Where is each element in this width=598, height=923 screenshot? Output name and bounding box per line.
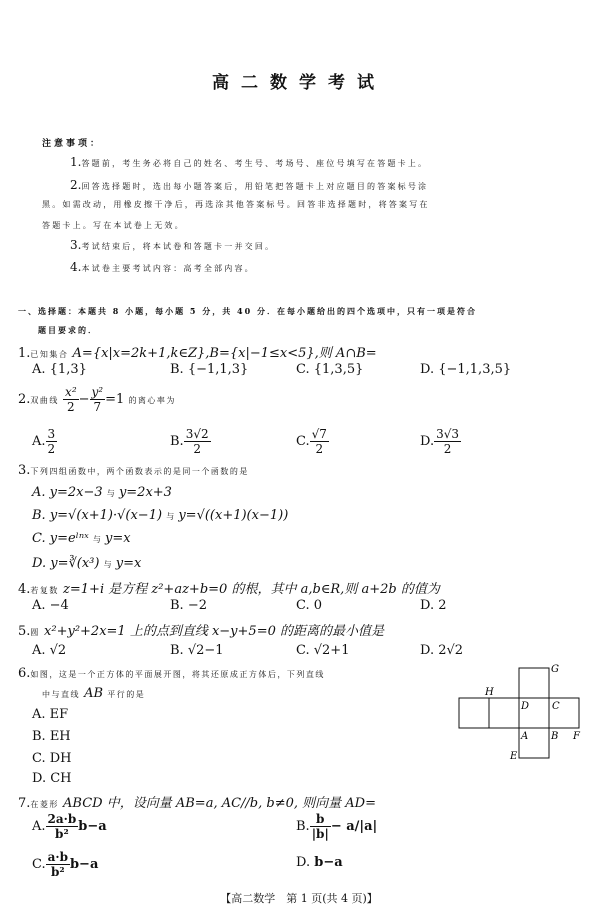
notice-item-3: 3.考试结束后，将本试卷和答题卡一并交回。	[70, 238, 276, 252]
question-6-cont: 中与直线 AB 平行的是	[42, 686, 146, 701]
q5-option-d: D. 2√2	[420, 643, 464, 658]
label-a: A	[521, 731, 529, 742]
section-heading: 一、选择题：本题共 8 小题，每小题 5 分，共 40 分．在每小题给出的四个选项中，只有一项是符合	[18, 306, 477, 316]
question-1: 1.已知集合 A={x|x=2k+1,k∈Z},B={x|−1≤x<5},则 A∩B=	[18, 346, 377, 361]
q2-option-b: B. $\frac{3√2}{2}$	[170, 427, 209, 456]
question-6: 6.如图，这是一个正方体的平面展开图，将其还原成正方体后，下列直线	[18, 666, 325, 681]
label-h: H	[485, 687, 494, 698]
q1-option-c: C. {1,3,5}	[296, 362, 364, 377]
q1-option-a: A. {1,3}	[32, 362, 87, 377]
q3-option-c: C. y=eˡⁿˣ 与 y=x	[32, 531, 131, 546]
q2-option-c: C. $\frac{√7}{2}$	[296, 427, 327, 456]
question-7: 7.在菱形 ABCD 中，设向量 AB=a, AC//b, b≠0, 则向量 AD=	[18, 796, 376, 811]
q6-option-c: C. DH	[32, 751, 72, 766]
q7-option-d: D. b−a	[296, 855, 343, 870]
q4-option-a: A. −4	[32, 598, 69, 613]
q2-option-a: A. $\frac{3}{2}$	[32, 427, 56, 456]
q1-option-d: D. {−1,1,3,5}	[420, 362, 512, 377]
label-c: C	[552, 701, 560, 712]
q6-option-d: D. CH	[32, 771, 72, 786]
label-g: G	[551, 664, 559, 675]
notice-item-1: 1.答题前，考生务必将自己的姓名、考生号、考场号、座位号填写在答题卡上。	[70, 155, 429, 169]
label-f: F	[573, 731, 580, 742]
q3-option-d: D. y=∛(x³) 与 y=x	[32, 556, 142, 571]
label-e: E	[510, 751, 518, 762]
exam-title: 高二数学考试	[212, 73, 386, 93]
section-heading-cont: 题目要求的．	[38, 325, 98, 335]
q6-option-b: B. EH	[32, 729, 71, 744]
q4-option-b: B. −2	[170, 598, 207, 613]
question-5: 5.圆 x²+y²+2x=1 上的点到直线 x−y+5=0 的距离的最小值是	[18, 624, 384, 639]
notice-item-4: 4.本试卷主要考试内容：高考全部内容。	[70, 260, 255, 274]
q3-option-a: A. y=2x−3 与 y=2x+3	[32, 485, 172, 500]
cube-net-figure	[455, 660, 590, 762]
question-4: 4.若复数 z=1+i 是方程 z²+az+b=0 的根，其中 a,b∈R,则 a+2b 的值为	[18, 582, 440, 597]
q7-option-b: B. $\frac{b}{|b|}$ − a/|a|	[296, 812, 378, 841]
label-d: D	[521, 701, 530, 712]
q1-option-b: B. {−1,1,3}	[170, 362, 249, 377]
q3-option-b: B. y=√(x+1)·√(x−1) 与 y=√((x+1)(x−1))	[32, 508, 289, 523]
question-2: 2.双曲线 $\frac{\text{x²}}{2}$ − $\frac{\text{y²}}{7}$ =1 的离心率为	[18, 385, 176, 414]
q2-option-d: D. $\frac{3√3}{2}$	[420, 427, 460, 456]
notice-item-2-cont2: 答题卡上。写在本试卷上无效。	[42, 221, 185, 230]
q4-option-c: C. 0	[296, 598, 323, 613]
q5-option-c: C. √2+1	[296, 643, 350, 658]
notice-item-2: 2.回答选择题时，选出每小题答案后，用铅笔把答题卡上对应题目的答案标号涂	[70, 178, 429, 192]
q5-option-b: B. √2−1	[170, 643, 224, 658]
question-3: 3.下列四组函数中，两个函数表示的是同一个函数的是	[18, 463, 249, 478]
q6-option-a: A. EF	[32, 707, 69, 722]
notice-item-2-cont: 黑。如需改动，用橡皮擦干净后，再选涂其他答案标号。回答非选择题时，将答案写在	[42, 200, 430, 209]
label-b: B	[551, 731, 559, 742]
q7-option-a: A. $\frac{2a\cdot b}{\text{b²}}$ b−a	[32, 812, 107, 841]
q4-option-d: D. 2	[420, 598, 447, 613]
q7-option-c: C. $\frac{a\cdot b}{\text{b²}}$ b−a	[32, 850, 99, 879]
q5-option-a: A. √2	[32, 643, 67, 658]
page-footer: 【高二数学 第 1 页(共 4 页)】	[220, 892, 378, 905]
notice-heading: 注意事项：	[42, 139, 103, 149]
